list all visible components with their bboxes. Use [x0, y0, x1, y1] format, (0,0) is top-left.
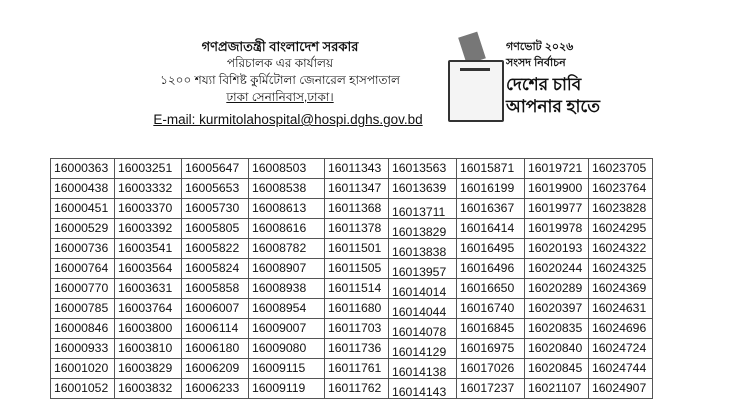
- roll-number: 16014138: [392, 365, 447, 379]
- roll-number: 16016414: [460, 221, 515, 235]
- roll-number: 16016740: [460, 301, 515, 315]
- roll-number: 16023828: [592, 201, 647, 215]
- table-row: [51, 239, 653, 259]
- table-cell: [51, 239, 115, 259]
- table-cell: [182, 159, 249, 179]
- table-cell: [249, 219, 325, 239]
- table-cell: [525, 319, 589, 339]
- table-cell: [182, 339, 249, 359]
- table-cell: [249, 299, 325, 319]
- roll-number: 16013639: [392, 181, 447, 195]
- roll-number: 16008613: [252, 201, 307, 215]
- table-cell: [389, 199, 457, 219]
- table-cell: [457, 279, 525, 299]
- table-cell: [389, 359, 457, 379]
- table-cell: [182, 279, 249, 299]
- table-cell: [389, 219, 457, 239]
- table-cell: [325, 379, 389, 399]
- table-cell: [115, 359, 182, 379]
- roll-number: 16011736: [328, 341, 382, 355]
- roll-number: 16005647: [185, 161, 240, 175]
- table-cell: [389, 339, 457, 359]
- roll-number: 16005805: [185, 221, 240, 235]
- table-row: [51, 179, 653, 199]
- table-cell: [457, 319, 525, 339]
- logo-line-3: দেশের চাবি: [506, 75, 582, 94]
- table-cell: [325, 279, 389, 299]
- table-cell: [51, 159, 115, 179]
- roll-number: 16008538: [252, 181, 307, 195]
- roll-number: 16019977: [528, 201, 583, 215]
- roll-number: 16001052: [54, 381, 109, 395]
- table-cell: [457, 339, 525, 359]
- table-row: [51, 359, 653, 379]
- roll-number: 16005653: [185, 181, 240, 195]
- roll-number: 16024322: [592, 241, 647, 255]
- roll-number: 16016975: [460, 341, 515, 355]
- table-cell: [589, 319, 653, 339]
- table-cell: [325, 259, 389, 279]
- roll-number: 16003392: [118, 221, 173, 235]
- table-row: [51, 159, 653, 179]
- roll-number: 16023705: [592, 161, 647, 175]
- roll-number: 16000933: [54, 341, 109, 355]
- roll-number: 16009007: [252, 321, 307, 335]
- roll-number: 16020289: [528, 281, 583, 295]
- roll-number: 16014044: [392, 305, 447, 319]
- roll-number: 16013711: [392, 205, 446, 219]
- table-cell: [457, 179, 525, 199]
- roll-number: 16016367: [460, 201, 515, 215]
- table-cell: [589, 179, 653, 199]
- table-cell: [115, 279, 182, 299]
- roll-number: 16000736: [54, 241, 109, 255]
- table-cell: [457, 219, 525, 239]
- roll-number: 16011761: [328, 361, 382, 375]
- roll-number: 16017237: [460, 381, 515, 395]
- table-cell: [525, 379, 589, 399]
- roll-number: 16005730: [185, 201, 240, 215]
- table-cell: [325, 359, 389, 379]
- table-cell: [525, 299, 589, 319]
- location-text: ঢাকা সেনানিবাস,ঢাকা।: [226, 90, 334, 104]
- government-title: গণপ্রজাতন্ত্রী বাংলাদেশ সরকার: [201, 39, 359, 54]
- table-cell: [457, 199, 525, 219]
- roll-number: 16024724: [592, 341, 647, 355]
- roll-number: 16009115: [252, 361, 306, 375]
- table-cell: [182, 199, 249, 219]
- ballot-box-icon: [448, 60, 504, 122]
- roll-number: 16024295: [592, 221, 647, 235]
- roll-number: 16014078: [392, 325, 447, 339]
- table-row: [51, 199, 653, 219]
- table-cell: [249, 379, 325, 399]
- roll-number: 16014129: [392, 345, 447, 359]
- table-cell: [525, 199, 589, 219]
- roll-number: 16008782: [252, 241, 307, 255]
- logo-line-1: গণভোট ২০২৬: [506, 41, 574, 53]
- roll-number: 16011368: [328, 201, 382, 215]
- table-cell: [51, 279, 115, 299]
- roll-number: 16020835: [528, 321, 583, 335]
- roll-number: 16011680: [328, 301, 382, 315]
- roll-number: 16000451: [54, 201, 109, 215]
- roll-number: 16024744: [592, 361, 647, 375]
- table-cell: [51, 319, 115, 339]
- roll-number: 16003541: [118, 241, 173, 255]
- roll-number: 16014143: [392, 385, 447, 399]
- table-cell: [182, 319, 249, 339]
- roll-number: 16019978: [528, 221, 583, 235]
- table-cell: [182, 259, 249, 279]
- roll-number: 16003764: [118, 301, 173, 315]
- table-cell: [457, 159, 525, 179]
- roll-number: 16008616: [252, 221, 307, 235]
- roll-number: 16024907: [592, 381, 647, 395]
- roll-number: 16011501: [328, 241, 382, 255]
- roll-number: 16024325: [592, 261, 647, 275]
- table-cell: [457, 359, 525, 379]
- roll-number: 16003564: [118, 261, 173, 275]
- roll-number: 16011347: [328, 181, 382, 195]
- table-cell: [525, 339, 589, 359]
- table-cell: [51, 219, 115, 239]
- table-cell: [589, 359, 653, 379]
- table-cell: [51, 339, 115, 359]
- roll-number: 16011514: [328, 281, 382, 295]
- roll-number: 16009119: [252, 381, 306, 395]
- roll-number: 16003370: [118, 201, 173, 215]
- table-cell: [249, 279, 325, 299]
- table-cell: [182, 219, 249, 239]
- table-cell: [389, 239, 457, 259]
- table-cell: [525, 159, 589, 179]
- table-row: [51, 279, 653, 299]
- office-name: পরিচালক এর কার্যালয়: [226, 56, 334, 70]
- roll-number: 16003829: [118, 361, 173, 375]
- table-cell: [389, 299, 457, 319]
- roll-number: 16019900: [528, 181, 583, 195]
- roll-number: 16003631: [118, 281, 173, 295]
- table-cell: [115, 179, 182, 199]
- table-cell: [115, 159, 182, 179]
- table-cell: [325, 239, 389, 259]
- roll-number: 16016845: [460, 321, 515, 335]
- table-cell: [525, 219, 589, 239]
- table-cell: [525, 359, 589, 379]
- roll-number: 16008954: [252, 301, 307, 315]
- election-logo: [448, 32, 613, 122]
- roll-number: 16020397: [528, 301, 583, 315]
- roll-number: 16020840: [528, 341, 583, 355]
- table-cell: [389, 319, 457, 339]
- table-cell: [325, 219, 389, 239]
- roll-number: 16005824: [185, 261, 240, 275]
- logo-line-4: আপনার হাতে: [506, 97, 600, 116]
- table-cell: [115, 199, 182, 219]
- roll-number: 16017026: [460, 361, 515, 375]
- roll-number: 16011378: [328, 221, 382, 235]
- logo-line-2: সংসদ নির্বাচন: [506, 57, 566, 69]
- table-cell: [115, 319, 182, 339]
- table-cell: [249, 239, 325, 259]
- roll-number: 16006007: [185, 301, 240, 315]
- table-cell: [182, 239, 249, 259]
- roll-number: 16013563: [392, 161, 447, 175]
- roll-number: 16011703: [328, 321, 382, 335]
- roll-number: 16024369: [592, 281, 647, 295]
- roll-number: 16000764: [54, 261, 109, 275]
- roll-number: 16003832: [118, 381, 173, 395]
- table-cell: [589, 239, 653, 259]
- table-cell: [51, 179, 115, 199]
- table-cell: [249, 319, 325, 339]
- table-cell: [182, 299, 249, 319]
- table-cell: [525, 239, 589, 259]
- table-cell: [389, 159, 457, 179]
- table-cell: [589, 259, 653, 279]
- roll-number: 16000363: [54, 161, 109, 175]
- table-cell: [525, 179, 589, 199]
- roll-number: 16021107: [528, 381, 582, 395]
- roll-number: 16023764: [592, 181, 647, 195]
- table-cell: [389, 279, 457, 299]
- roll-number: 16014014: [392, 285, 447, 299]
- table-cell: [389, 259, 457, 279]
- table-cell: [525, 279, 589, 299]
- roll-number: 16005858: [185, 281, 240, 295]
- table-cell: [325, 319, 389, 339]
- roll-number: 16016199: [460, 181, 515, 195]
- roll-number: 16006209: [185, 361, 240, 375]
- table-cell: [51, 259, 115, 279]
- table-cell: [457, 379, 525, 399]
- table-cell: [249, 179, 325, 199]
- table-cell: [51, 199, 115, 219]
- table-row: [51, 339, 653, 359]
- roll-number: 16003810: [118, 341, 173, 355]
- roll-number: 16008907: [252, 261, 307, 275]
- table-cell: [325, 159, 389, 179]
- roll-number: 16006114: [185, 321, 239, 335]
- roll-number: 16020193: [528, 241, 583, 255]
- roll-number: 16008938: [252, 281, 307, 295]
- roll-number: 16006180: [185, 341, 240, 355]
- table-cell: [51, 299, 115, 319]
- roll-number: 16003800: [118, 321, 173, 335]
- roll-number: 16013838: [392, 245, 447, 259]
- roll-number: 16013957: [392, 265, 447, 279]
- table-cell: [325, 199, 389, 219]
- table-cell: [115, 339, 182, 359]
- roll-number: 16003251: [118, 161, 173, 175]
- table-cell: [115, 299, 182, 319]
- roll-number: 16000770: [54, 281, 109, 295]
- table-cell: [115, 259, 182, 279]
- hospital-name: ১২০০ শয্যা বিশিষ্ট কুর্মিটোলা জেনারেল হাসপাতাল: [160, 73, 400, 87]
- roll-number: 16016496: [460, 261, 515, 275]
- table-cell: [182, 179, 249, 199]
- table-cell: [589, 279, 653, 299]
- roll-number: 16003332: [118, 181, 173, 195]
- roll-number: 16016650: [460, 281, 515, 295]
- table-cell: [249, 259, 325, 279]
- table-cell: [249, 359, 325, 379]
- table-cell: [457, 299, 525, 319]
- table-cell: [51, 359, 115, 379]
- organization-block: [130, 38, 430, 106]
- table-cell: [457, 239, 525, 259]
- document-header: [0, 0, 735, 150]
- table-cell: [182, 359, 249, 379]
- roll-number: 16016495: [460, 241, 515, 255]
- roll-number: 16000785: [54, 301, 109, 315]
- roll-number: 16001020: [54, 361, 109, 375]
- table-cell: [589, 379, 653, 399]
- table-cell: [525, 259, 589, 279]
- table-cell: [115, 219, 182, 239]
- roll-number: 16009080: [252, 341, 307, 355]
- roll-number: 16000438: [54, 181, 109, 195]
- table-row: [51, 299, 653, 319]
- table-cell: [325, 339, 389, 359]
- table-cell: [589, 299, 653, 319]
- table-cell: [51, 379, 115, 399]
- roll-number: 16005822: [185, 241, 240, 255]
- roll-number: 16011343: [328, 161, 382, 175]
- table-row: [51, 319, 653, 339]
- roll-number: 16013829: [392, 225, 447, 239]
- email-text: E-mail: kurmitolahospital@hospi.dghs.gov.bd: [153, 112, 423, 127]
- roll-number: 16011505: [328, 261, 382, 275]
- roll-number: 16008503: [252, 161, 307, 175]
- table-cell: [249, 159, 325, 179]
- roll-number: 16000846: [54, 321, 109, 335]
- table-cell: [182, 379, 249, 399]
- table-cell: [325, 179, 389, 199]
- table-row: [51, 219, 653, 239]
- roll-number: 16000529: [54, 221, 109, 235]
- roll-number: 16020244: [528, 261, 583, 275]
- table-cell: [325, 299, 389, 319]
- roll-number: 16015871: [460, 161, 515, 175]
- roll-number: 16024631: [592, 301, 647, 315]
- table-cell: [589, 219, 653, 239]
- table-cell: [115, 379, 182, 399]
- table-cell: [589, 339, 653, 359]
- roll-number: 16011762: [328, 381, 382, 395]
- roll-number-table: [50, 158, 653, 399]
- table-cell: [389, 379, 457, 399]
- roll-number: 16020845: [528, 361, 583, 375]
- roll-number: 16024696: [592, 321, 647, 335]
- table-cell: [589, 199, 653, 219]
- table-cell: [115, 239, 182, 259]
- table-row: [51, 259, 653, 279]
- roll-number: 16019721: [528, 161, 583, 175]
- table-cell: [249, 339, 325, 359]
- table-row: [51, 379, 653, 399]
- table-cell: [249, 199, 325, 219]
- table-cell: [389, 179, 457, 199]
- table-cell: [457, 259, 525, 279]
- table-cell: [589, 159, 653, 179]
- roll-number: 16006233: [185, 381, 240, 395]
